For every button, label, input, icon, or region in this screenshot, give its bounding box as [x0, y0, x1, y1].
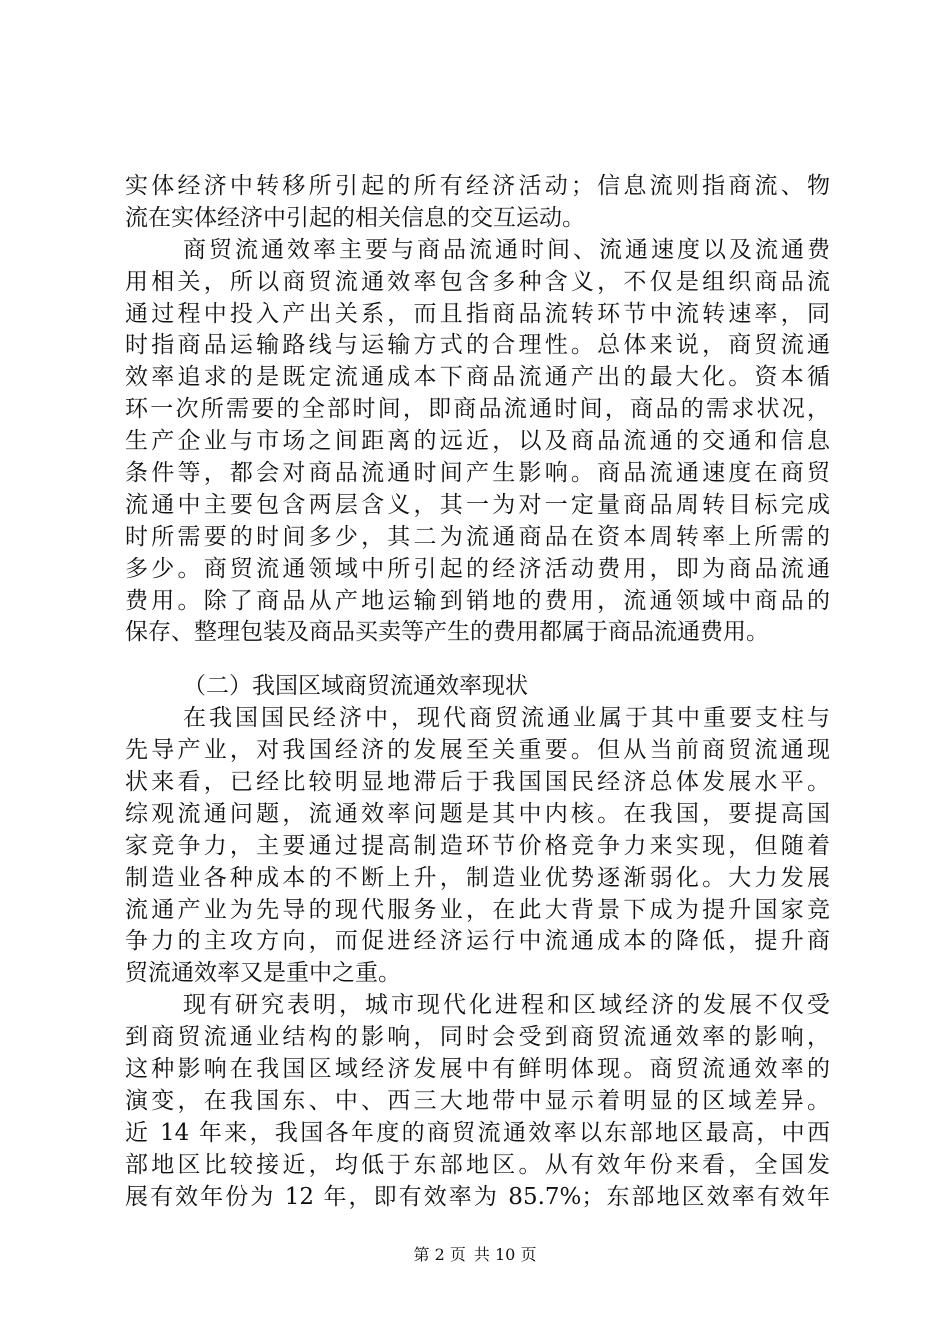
paragraph: [125, 703, 830, 990]
text-line: 状来看，已经比较明显地滞后于我国国民经济总体发展水平。: [125, 769, 830, 796]
text-line: 这种影响在我国区域经济发展中有鲜明体现。商贸流通效率的: [125, 1056, 830, 1083]
page-number: 第 2 页: [413, 1245, 466, 1264]
text-line: 通过程中投入产出关系，而且指商品流转环节中流转速率，同: [125, 300, 830, 327]
paragraph: [125, 171, 830, 235]
document-body: [125, 171, 830, 1214]
text-line: 综观流通问题，流通效率问题是其中内核。在我国，要提高国: [125, 800, 830, 827]
text-line: 多少。商贸流通领域中所引起的经济活动费用，即为商品流通: [125, 555, 830, 582]
text-line: 部地区比较接近，均低于东部地区。从有效年份来看，全国发: [125, 1151, 830, 1178]
text-line: 时指商品运输路线与运输方式的合理性。总体来说，商贸流通: [125, 332, 830, 359]
text-line: 争力的主攻方向，而促进经济运行中流通成本的降低，提升商: [125, 928, 830, 955]
text-line: 制造业各种成本的不断上升，制造业优势逐渐弱化。大力发展: [125, 864, 830, 891]
text-line: 现有研究表明，城市现代化进程和区域经济的发展不仅受: [183, 992, 830, 1019]
page-footer: [0, 1242, 950, 1265]
section-heading: （二）我国区域商贸流通效率现状: [183, 673, 528, 700]
text-line: 演变，在我国东、中、西三大地带中显示着明显的区域差异。: [125, 1087, 830, 1114]
text-line: 时所需要的时间多少，其二为流通商品在资本周转率上所需的: [125, 523, 830, 550]
text-line: 流通产业为先导的现代服务业，在此大背景下成为提升国家竞: [125, 896, 830, 923]
text-line: 保存、整理包装及商品买卖等产生的费用都属于商品流通费用。: [125, 619, 769, 646]
text-line: 实体经济中转移所引起的所有经济活动；信息流则指商流、物: [125, 173, 830, 199]
text-line: 在我国国民经济中，现代商贸流通业属于其中重要支柱与: [183, 705, 830, 732]
text-line: 环一次所需要的全部时间，即商品流通时间，商品的需求状况，: [125, 396, 830, 423]
paragraph: [125, 990, 830, 1213]
text-line: 用相关，所以商贸流通效率包含多种含义，不仅是组织商品流: [125, 268, 830, 295]
text-line: 生产企业与市场之间距离的远近，以及商品流通的交通和信息: [125, 428, 830, 455]
text-line: 近 14 年来，我国各年度的商贸流通效率以东部地区最高，中西: [125, 1119, 830, 1146]
text-line: 流通中主要包含两层含义，其一为对一定量商品周转目标完成: [125, 491, 830, 518]
text-line: 效率追求的是既定流通成本下商品流通产出的最大化。资本循: [125, 364, 830, 391]
text-line: 家竞争力，主要通过提高制造环节价格竞争力来实现，但随着: [125, 832, 830, 859]
text-line: 展有效年份为 12 年，即有效率为 85.7%；东部地区效率有效年: [125, 1183, 830, 1210]
paragraph: [125, 235, 830, 650]
page-total: 共 10 页: [473, 1245, 537, 1264]
text-line: 到商贸流通业结构的影响，同时会受到商贸流通效率的影响，: [125, 1024, 830, 1051]
text-line: 流在实体经济中引起的相关信息的交互运动。: [125, 204, 585, 231]
text-line: 条件等，都会对商品流通时间产生影响。商品流通速度在商贸: [125, 460, 830, 487]
text-line: 费用。除了商品从产地运输到销地的费用，流通领域中商品的: [125, 587, 830, 614]
text-line: 商贸流通效率主要与商品流通时间、流通速度以及流通费: [183, 236, 830, 263]
text-line: 贸流通效率又是重中之重。: [125, 960, 401, 987]
text-line: 先导产业，对我国经济的发展至关重要。但从当前商贸流通现: [125, 737, 830, 764]
